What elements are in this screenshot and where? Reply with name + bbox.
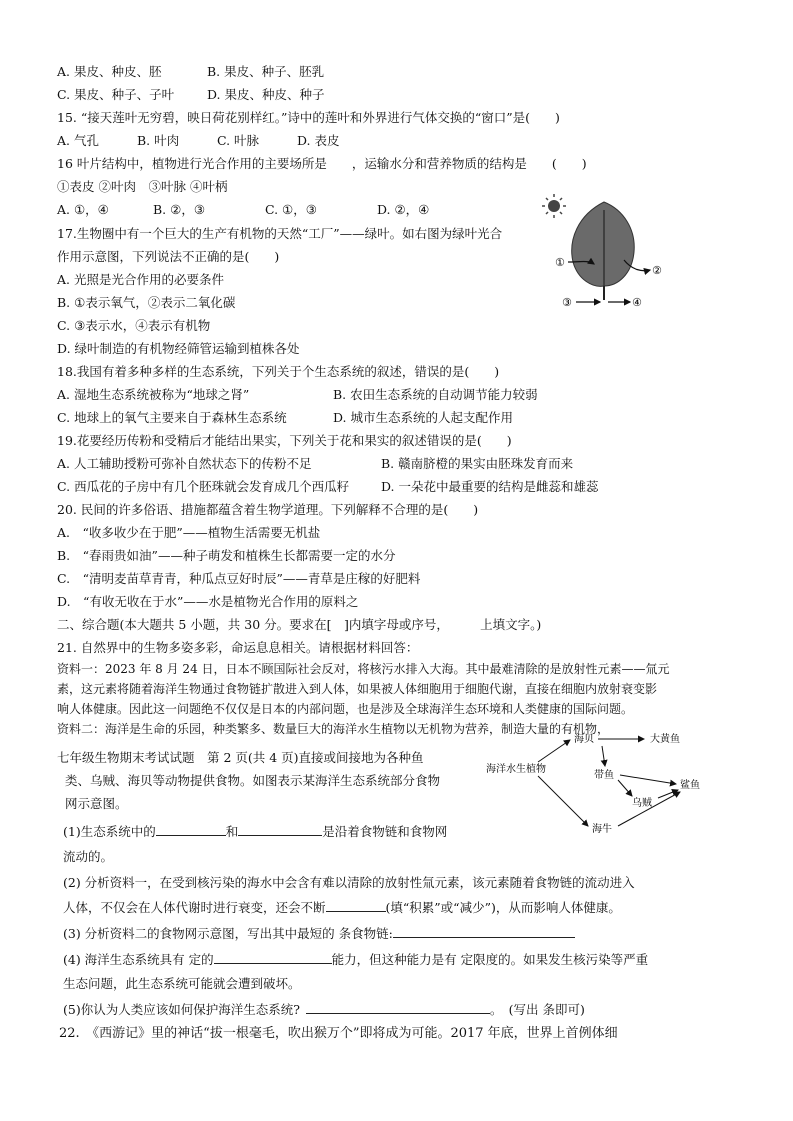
q18-options-row1 — [57, 386, 538, 404]
q16-options — [57, 201, 429, 219]
q21-part2-suffix: (填“积累”或“减少”)，从而影响人体健康。 — [385, 900, 621, 915]
node-yellow-croaker: 大黄鱼 — [650, 734, 680, 745]
q21-part1-and: 和 — [225, 824, 239, 839]
q21-part4-cont: 生态问题，此生态系统可能就会遭到破坏。 — [63, 976, 301, 991]
q18-options-row2 — [57, 409, 513, 427]
edge-shellfish-hairtail — [602, 746, 605, 766]
q15-options — [57, 132, 339, 150]
q14-options-row2 — [57, 86, 325, 104]
question-20: 20. 民间的许多俗语、措施都蕴含着生物学道理。下列解释不合理的是( ) — [57, 502, 479, 517]
node-shark: 鲨鱼 — [680, 780, 700, 791]
option-a: A. ①，④ — [57, 202, 109, 217]
edge-hairtail-squid — [618, 780, 632, 796]
question-22: 22. 《西游记》里的神话“拔一根毫毛，吹出猴万个”即将成为可能。2017 年底，世界上首例体细 — [59, 1026, 618, 1041]
answer-blank-2[interactable] — [238, 822, 322, 836]
question-18: 18.我国有着多种多样的生态系统，下列关于个生态系统的叙述，错误的是( ) — [57, 364, 500, 379]
node-squid: 乌贼 — [632, 798, 652, 809]
material-2-line4: 网示意图。 — [65, 796, 128, 811]
q17-option-c: C. ③表示水，④表示有机物 — [57, 318, 211, 333]
answer-blank-1[interactable] — [156, 822, 226, 836]
q21-part1-cont: 流动的。 — [63, 849, 114, 864]
question-17-cont: 作用示意图，下列说法不正确的是( ) — [57, 249, 280, 264]
question-21: 21. 自然界中的生物多姿多彩，命运息息相关。请根据材料回答： — [57, 640, 419, 655]
q17-option-b: B. ①表示氧气，②表示二氧化碳 — [57, 295, 236, 310]
q20-option-a: A. “收多收少在于肥”——植物生活需要无机盐 — [57, 525, 321, 540]
option-b: B. 赣南脐橙的果实由胚珠发育而来 — [380, 456, 574, 471]
leaf-shape — [572, 202, 634, 286]
edge-hairtail-shark — [620, 775, 676, 784]
footer-and-material-2: 七年级生物期末考试试题 第 2 页(共 4 页)直接或间接地为各种鱼 — [57, 750, 424, 765]
option-c: C. 西瓜花的子房中有几个胚珠就会发育成几个西瓜籽 — [57, 479, 350, 494]
q17-option-d: D. 绿叶制造的有机物经筛管运输到植株各处 — [57, 341, 300, 356]
material-1-line2: 素，这元素将随着海洋生物通过食物链扩散进入到人体，如果被人体细胞用于细胞代谢，直接在细胞内放射衰变影 — [57, 682, 658, 696]
option-a: A. 湿地生态系统被称为“地球之肾” — [57, 387, 250, 402]
answer-blank-5[interactable] — [214, 950, 332, 964]
label-2: ② — [652, 264, 662, 277]
q21-part4 — [63, 950, 648, 969]
food-web-figure — [482, 728, 718, 842]
edge-producer-shellfish — [538, 740, 570, 762]
q21-part2-prefix: 人体，不仅会在人体代谢时进行衰变，还会不断 — [63, 900, 326, 915]
option-d: D. 果皮、种皮、种子 — [206, 87, 325, 102]
q21-part5-suffix: 。 (写出 条即可) — [489, 1002, 585, 1017]
q17-option-a: A. 光照是光合作用的必要条件 — [57, 272, 224, 287]
q21-part1 — [63, 822, 447, 841]
q21-part2: (2) 分析资料一，在受到核污染的海水中会含有难以清除的放射性氚元素，该元素随着食物链的流动进入 — [63, 875, 635, 890]
option-a: A. 人工辅助授粉可弥补自然状态下的传粉不足 — [57, 456, 312, 471]
option-a: A. 果皮、种皮、胚 — [57, 64, 162, 79]
question-16: 16 叶片结构中，植物进行光合作用的主要场所是 ，运输水分和营养物质的结构是 ( ) — [57, 156, 587, 171]
q14-options-row1 — [57, 63, 324, 81]
leaf-photosynthesis-figure — [538, 190, 668, 312]
question-17: 17.生物圈中有一个巨大的生产有机物的天然“工厂”——绿叶。如右图为绿叶光合 — [57, 226, 503, 241]
answer-blank-6[interactable] — [306, 1000, 490, 1014]
option-b: B. 农田生态系统的自动调节能力较弱 — [332, 387, 538, 402]
q21-part4-suffix: 能力，但这种能力是有 定限度的。如果发生核污染等严重 — [331, 952, 649, 967]
q20-option-c: C. “清明麦苗草青青，种瓜点豆好时辰”——青草是庄稼的好肥料 — [57, 571, 421, 586]
node-manatee: 海牛 — [592, 824, 612, 835]
q20-option-d: D. “有收无收在于水”——水是植物光合作用的原料之 — [57, 594, 359, 609]
q21-part4-prefix: (4) 海洋生态系统具有 定的 — [63, 952, 214, 967]
answer-blank-4[interactable] — [393, 924, 575, 938]
q21-part5 — [63, 1000, 585, 1019]
sun-icon — [542, 194, 566, 218]
q21-part5-prefix: (5)你认为人类应该如何保护海洋生态系统? — [63, 1002, 300, 1017]
answer-blank-3[interactable] — [326, 898, 386, 912]
node-producer: 海洋水生植物 — [486, 764, 546, 775]
option-c: C. 果皮、种子、子叶 — [57, 87, 175, 102]
section-2-heading: 二、综合题(本大题共 5 小题，共 30 分。要求在[ ]内填字母或序号， 上填文字。) — [57, 617, 542, 632]
q21-part1-suffix: 是沿着食物链和食物网 — [322, 824, 448, 839]
option-b: B. ②，③ — [152, 202, 206, 217]
q21-part2-cont — [63, 898, 621, 917]
node-shellfish: 海贝 — [574, 734, 594, 745]
option-b: B. 果皮、种子、胚乳 — [206, 64, 325, 79]
q21-part1-prefix: (1)生态系统中的 — [63, 824, 156, 839]
label-1: ① — [555, 256, 565, 269]
q19-options-row2 — [57, 478, 599, 496]
option-d: D. 一朵花中最重要的结构是雌蕊和雄蕊 — [380, 479, 599, 494]
option-b: B. 叶肉 — [136, 133, 180, 148]
material-1-line1: 资料一：2023 年 8 月 24 日，日本不顾国际社会反对，将核污水排入大海。其中最难清除的是放射性元素——氚元 — [57, 662, 670, 676]
q16-items: ①表皮 ②叶肉 ③叶脉 ④叶柄 — [57, 179, 228, 194]
option-c: C. ①，③ — [264, 202, 317, 217]
node-hairtail: 带鱼 — [594, 770, 614, 781]
question-15: 15. “接天莲叶无穷碧，映日荷花别样红。”诗中的莲叶和外界进行气体交换的“窗口”是( ) — [57, 110, 560, 125]
label-4: ④ — [632, 296, 642, 309]
option-c: C. 地球上的氧气主要来自于森林生态系统 — [57, 410, 287, 425]
option-a: A. 气孔 — [57, 133, 99, 148]
q21-part3-prefix: (3) 分析资料二的食物网示意图，写出其中最短的 条食物链: — [63, 926, 393, 941]
option-c: C. 叶脉 — [216, 133, 260, 148]
q21-part3 — [63, 924, 575, 943]
question-19: 19.花要经历传粉和受精后才能结出果实，下列关于花和果实的叙述错误的是( ) — [57, 433, 512, 448]
option-d: D. 表皮 — [296, 133, 340, 148]
label-3: ③ — [562, 296, 572, 309]
option-d: D. ②，④ — [376, 202, 430, 217]
edge-producer-manatee — [538, 776, 588, 826]
edge-squid-shark — [658, 790, 678, 798]
material-2-line1: 资料二：海洋是生命的乐园，种类繁多、数量巨大的海洋水生植物以无机物为营养，制造大量的有机物， — [57, 722, 610, 736]
material-1-line3: 响人体健康。因此这一问题绝不仅仅是日本的内部问题，也是涉及全球海洋生态环境和人类健康的国际问题。 — [57, 702, 634, 716]
option-d: D. 城市生态系统的人起支配作用 — [332, 410, 514, 425]
material-2-line3: 类、乌贼、海贝等动物提供食物。如图表示某海洋生态系统部分食物 — [65, 773, 441, 788]
q19-options-row1 — [57, 455, 573, 473]
q20-option-b: B. “春雨贵如油”——种子萌发和植株生长都需要一定的水分 — [57, 548, 396, 563]
